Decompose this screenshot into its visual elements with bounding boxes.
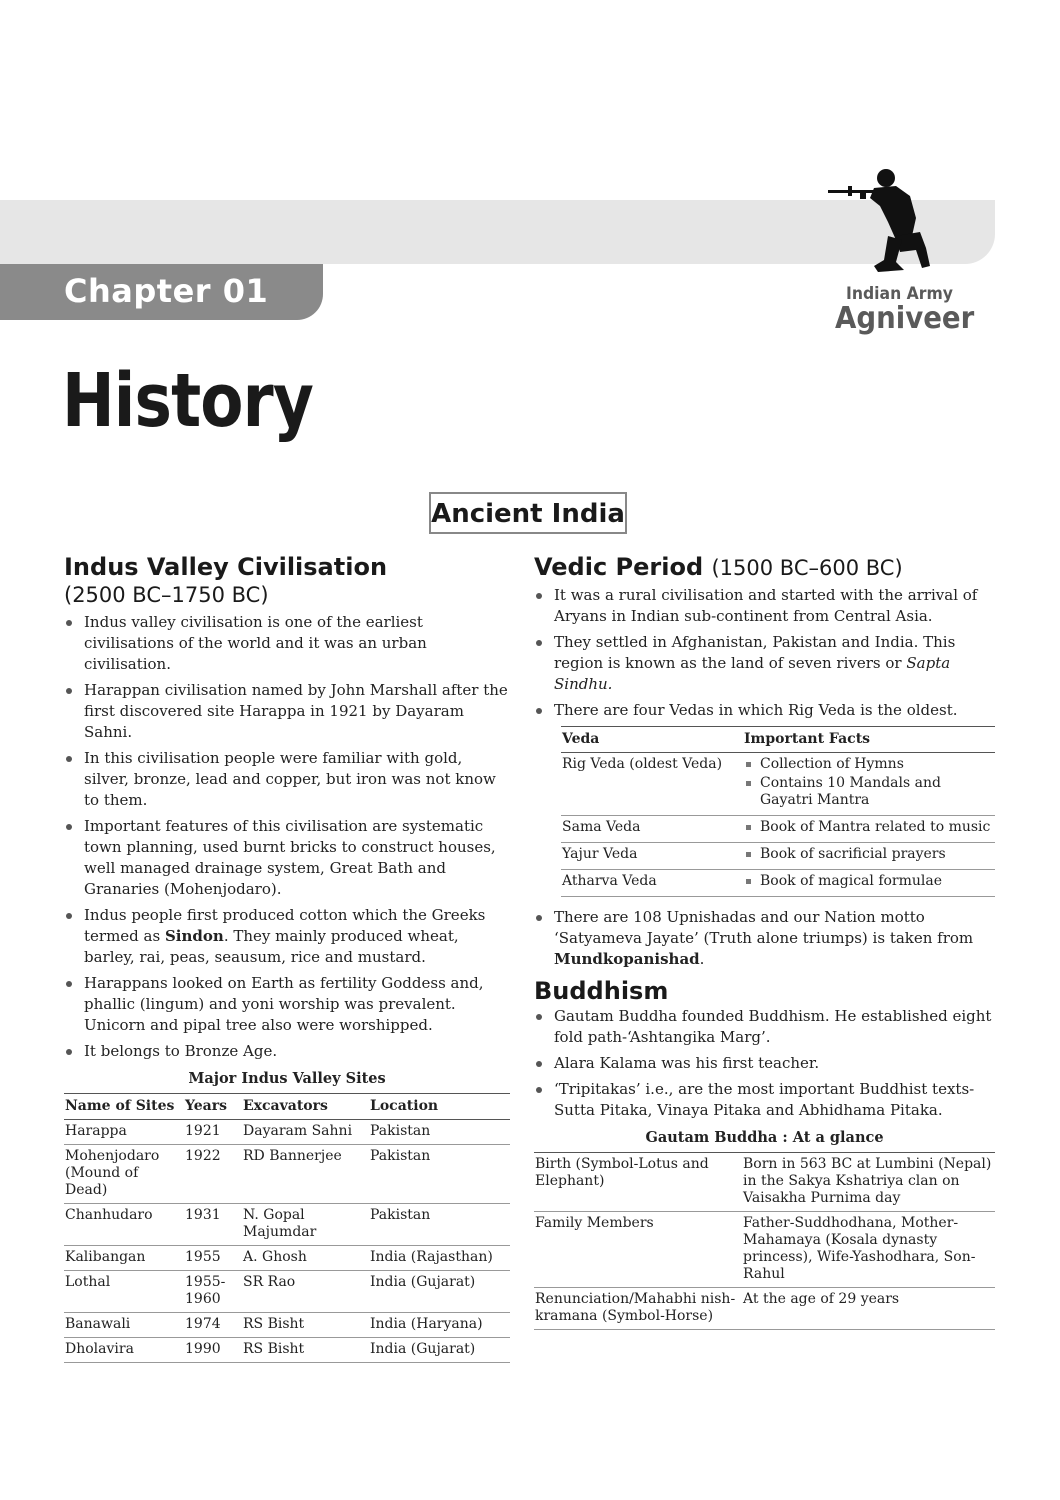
brand-subtitle: Indian Army xyxy=(846,284,953,304)
column-header: Veda xyxy=(561,727,743,753)
list-item: It belongs to Bronze Age. xyxy=(64,1041,510,1062)
table-cell: India (Haryana) xyxy=(369,1313,510,1338)
table-header-row xyxy=(561,727,995,753)
table-row xyxy=(64,1271,510,1313)
table-header-row xyxy=(64,1094,510,1120)
buddhism-heading: Buddhism xyxy=(534,977,669,1005)
table-cell: RD Bannerjee xyxy=(242,1145,369,1204)
facts-list xyxy=(744,756,994,809)
table-cell: RS Bisht xyxy=(242,1338,369,1363)
table-row xyxy=(561,870,995,897)
table-cell: Birth (Symbol-Lotus and Elephant) xyxy=(534,1153,742,1212)
facts-list xyxy=(744,819,994,836)
table-cell: Born in 563 BC at Lumbini (Nepal) in the Sakya Kshatriya clan on Vaisakha Purnima day xyxy=(742,1153,995,1212)
table-cell: Renunciation/Mahabhi nish-kramana (Symbol-Horse) xyxy=(534,1288,742,1330)
table-cell: Rig Veda (oldest Veda) xyxy=(561,753,743,816)
table-row xyxy=(64,1338,510,1363)
text-run: There are 108 Upnishadas and our Nation motto ‘Satyameva Jayate’ (Truth alone triumps) is taken from xyxy=(554,908,974,947)
text-run: . xyxy=(699,950,705,968)
vedas-table xyxy=(561,726,995,897)
vedic-after-list xyxy=(534,907,995,970)
text-run: They settled in Afghanistan, Pakistan and India. This region is known as the land of seven rivers or xyxy=(554,633,956,672)
table-cell: Atharva Veda xyxy=(561,870,743,897)
table-cell: At the age of 29 years xyxy=(742,1288,995,1330)
heading-text: Vedic Period xyxy=(534,553,704,581)
column-header: Years xyxy=(184,1094,242,1120)
list-item: Harappan civilisation named by John Marshall after the first discovered site Harappa in 1921 by Dayaram Sahni. xyxy=(64,680,510,743)
table-cell: India (Rajasthan) xyxy=(369,1246,510,1271)
table-cell: 1931 xyxy=(184,1204,242,1246)
table-cell: Pakistan xyxy=(369,1145,510,1204)
list-item: Contains 10 Mandals and Gayatri Mantra xyxy=(744,775,994,809)
table-cell: Pakistan xyxy=(369,1120,510,1145)
table-cell: 1955-1960 xyxy=(184,1271,242,1313)
bold-term: Sindon xyxy=(164,927,224,945)
column-header: Name of Sites xyxy=(64,1094,184,1120)
list-item: Book of sacrificial prayers xyxy=(744,846,994,863)
vedic-period: (1500 BC–600 BC) xyxy=(711,556,903,580)
page-title: History xyxy=(62,358,314,444)
table-cell: 1922 xyxy=(184,1145,242,1204)
list-item: There are four Vedas in which Rig Veda is the oldest. xyxy=(534,700,995,721)
indus-period: (2500 BC–1750 BC) xyxy=(64,583,269,607)
table-cell xyxy=(743,753,995,816)
column-header: Location xyxy=(369,1094,510,1120)
indus-table-caption: Major Indus Valley Sites xyxy=(188,1070,386,1087)
column-header: Important Facts xyxy=(743,727,995,753)
list-item: Indus valley civilisation is one of the earliest civilisations of the world and it was an urban civilisation. xyxy=(64,612,510,675)
list-item: Gautam Buddha founded Buddhism. He established eight fold path-‘Ashtangika Marg’. xyxy=(534,1006,995,1048)
table-cell: Yajur Veda xyxy=(561,843,743,870)
table-cell xyxy=(743,870,995,897)
facts-list xyxy=(744,846,994,863)
table-cell: Mohenjodaro (Mound of Dead) xyxy=(64,1145,184,1204)
soldier-silhouette-icon xyxy=(826,166,938,276)
indus-sites-table xyxy=(64,1093,510,1363)
table-cell: Harappa xyxy=(64,1120,184,1145)
list-item: ‘Tripitakas’ i.e., are the most important Buddhist texts-Sutta Pitaka, Vinaya Pitaka and Abhidhama Pitaka. xyxy=(534,1079,995,1121)
table-cell: SR Rao xyxy=(242,1271,369,1313)
list-item: Harappans looked on Earth as fertility Goddess and, phallic (lingum) and yoni worship was prevalent. Unicorn and pipal tree also were worshipped. xyxy=(64,973,510,1036)
right-column xyxy=(534,552,995,1330)
table-row xyxy=(534,1153,995,1212)
indus-bullet-list xyxy=(64,612,510,1062)
section-title: Ancient India xyxy=(431,499,625,529)
chapter-label: Chapter 01 xyxy=(64,272,269,310)
table-cell: Banawali xyxy=(64,1313,184,1338)
list-item: Book of Mantra related to music xyxy=(744,819,994,836)
list-item: Book of magical formulae xyxy=(744,873,994,890)
table-cell: A. Ghosh xyxy=(242,1246,369,1271)
list-item xyxy=(64,905,510,968)
list-item: Important features of this civilisation are systematic town planning, used burnt bricks to construct houses, well managed drainage system, Great Bath and Granaries (Mohenjodaro). xyxy=(64,816,510,900)
table-cell: Pakistan xyxy=(369,1204,510,1246)
brand-logo-text: Agniveer xyxy=(835,301,975,336)
list-item: In this civilisation people were familiar with gold, silver, bronze, lead and copper, but iron was not know to them. xyxy=(64,748,510,811)
text-run: Indus people first produced cotton which the Greeks termed as xyxy=(84,906,486,945)
table-cell: 1974 xyxy=(184,1313,242,1338)
table-cell: Dayaram Sahni xyxy=(242,1120,369,1145)
text-run: . They mainly produced wheat, barley, rai, peas, seausum, rice and mustard. xyxy=(84,927,459,966)
indus-heading: Indus Valley Civilisation xyxy=(64,553,388,581)
facts-list xyxy=(744,873,994,890)
table-row xyxy=(534,1212,995,1288)
list-item xyxy=(534,632,995,695)
table-cell: 1955 xyxy=(184,1246,242,1271)
table-row xyxy=(64,1246,510,1271)
table-cell xyxy=(743,816,995,843)
section-title-box xyxy=(429,492,627,534)
table-cell: Father-Suddhodhana, Mother-Mahamaya (Kosala dynasty princess), Wife-Yashodhara, Son-Rahul xyxy=(742,1212,995,1288)
table-row xyxy=(64,1204,510,1246)
buddhism-bullet-list xyxy=(534,1006,995,1121)
table-cell: Dholavira xyxy=(64,1338,184,1363)
bold-term: Mundkopanishad xyxy=(554,950,700,968)
list-item xyxy=(534,907,995,970)
table-cell xyxy=(743,843,995,870)
table-cell: Chanhudaro xyxy=(64,1204,184,1246)
buddha-table xyxy=(534,1152,995,1330)
table-row xyxy=(534,1288,995,1330)
table-row xyxy=(561,843,995,870)
list-item: Collection of Hymns xyxy=(744,756,994,773)
table-row xyxy=(64,1313,510,1338)
buddha-table-caption: Gautam Buddha : At a glance xyxy=(645,1129,884,1146)
table-row xyxy=(561,753,995,816)
vedic-bullet-list xyxy=(534,585,995,721)
table-row xyxy=(64,1120,510,1145)
left-column xyxy=(64,552,510,1363)
table-row xyxy=(64,1145,510,1204)
italic-term: Sapta Sindhu. xyxy=(554,654,951,693)
table-cell: Sama Veda xyxy=(561,816,743,843)
table-cell: 1990 xyxy=(184,1338,242,1363)
table-cell: 1921 xyxy=(184,1120,242,1145)
table-cell: RS Bisht xyxy=(242,1313,369,1338)
vedic-heading xyxy=(534,552,995,583)
table-cell: Family Members xyxy=(534,1212,742,1288)
table-cell: N. Gopal Majumdar xyxy=(242,1204,369,1246)
list-item: It was a rural civilisation and started with the arrival of Aryans in Indian sub-continent from Central Asia. xyxy=(534,585,995,627)
table-row xyxy=(561,816,995,843)
list-item: Alara Kalama was his first teacher. xyxy=(534,1053,995,1074)
table-cell: India (Gujarat) xyxy=(369,1271,510,1313)
column-header: Excavators xyxy=(242,1094,369,1120)
table-cell: India (Gujarat) xyxy=(369,1338,510,1363)
table-cell: Lothal xyxy=(64,1271,184,1313)
table-cell: Kalibangan xyxy=(64,1246,184,1271)
